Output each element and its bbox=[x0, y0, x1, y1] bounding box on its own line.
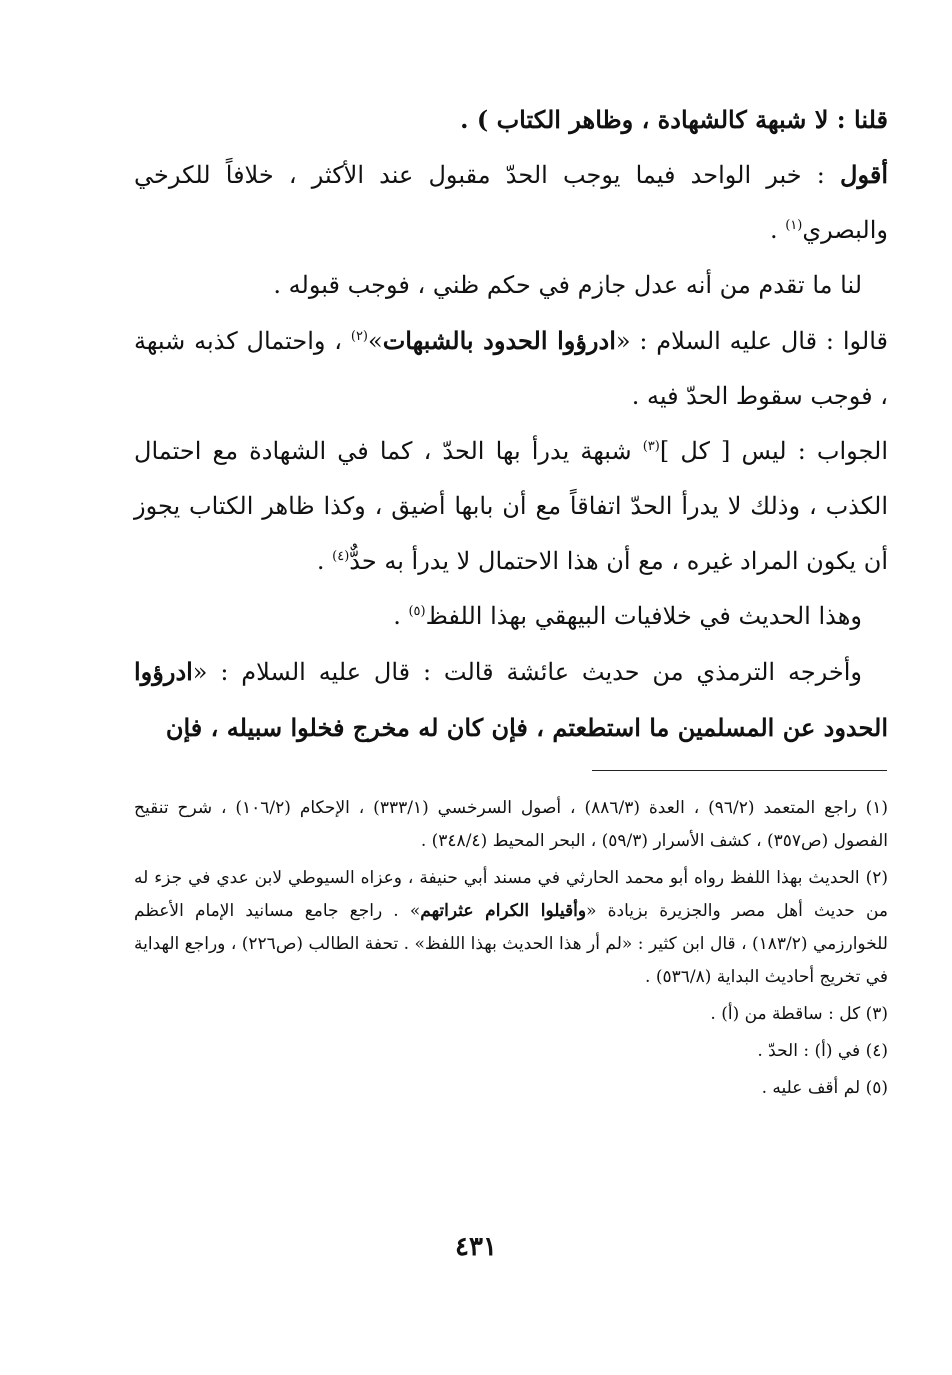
paragraph-3 bbox=[134, 258, 888, 313]
paragraph-2-lead: أقول bbox=[840, 160, 888, 189]
footnote-3 bbox=[134, 998, 888, 1031]
footnote-ref-3[interactable]: (٣) bbox=[642, 439, 660, 454]
paragraph-2 bbox=[134, 147, 888, 258]
footnote-ref-5[interactable]: (٥) bbox=[408, 604, 426, 619]
footnote-2 bbox=[134, 862, 888, 994]
hadith-quote-1: ادرؤوا الحدود بالشبهات bbox=[382, 326, 616, 355]
footnote-ref-2[interactable]: (٢) bbox=[350, 329, 368, 344]
footnotes bbox=[134, 792, 888, 1109]
hadith-quote-2: ادرؤوا الحدود عن المسلمين ما استطعتم ، فإن كان له مخرج فخلوا سبيله ، فإن bbox=[134, 657, 888, 742]
paragraph-3-text: لنا ما تقدم من أنه عدل جازم في حكم ظني ، فوجب قبوله . bbox=[273, 271, 862, 299]
paragraph-5-end: . bbox=[316, 547, 333, 575]
footnote-4 bbox=[134, 1035, 888, 1068]
footnote-5-text: (٥) لم أقف عليه . bbox=[761, 1078, 888, 1098]
paragraph-6-end: . bbox=[393, 602, 409, 630]
paragraph-5-pre: الجواب : ليس [ كل ] bbox=[659, 437, 889, 465]
footnote-5 bbox=[134, 1072, 888, 1105]
footnote-ref-4[interactable]: (٤) bbox=[332, 549, 350, 564]
paragraph-2-end: . bbox=[769, 216, 786, 244]
paragraph-6-text: وهذا الحديث في خلافيات البيهقي بهذا اللفظ bbox=[425, 602, 862, 630]
paragraph-5 bbox=[134, 424, 888, 589]
footnote-1-text: (١) راجع المتعمد (٩٦/٢) ، العدة (٨٨٦/٣) ، أصول السرخسي (٣٣٣/١) ، الإحكام (١٠٦/٢) ، شرح تنقيح الفصول (ص٣٥٧) ، كشف الأسرار (٥٩/٣) ، البحر المحيط (٣٤٨/٤) . bbox=[134, 798, 888, 851]
main-text bbox=[134, 92, 888, 756]
footnote-3-text: (٣) كل : ساقطة من (أ) . bbox=[710, 1004, 888, 1024]
footnote-1 bbox=[134, 792, 888, 858]
paragraph-4-end: ، واحتمال كذبه شبهة ، فوجب سقوط الحدّ فيه . bbox=[134, 327, 888, 410]
paragraph-4-close-quote: » bbox=[368, 327, 383, 355]
paragraph-4 bbox=[134, 313, 888, 424]
paragraph-6 bbox=[134, 589, 888, 644]
paragraph-5-text: شبهة يدرأ بها الحدّ ، كما في الشهادة مع احتمال الكذب ، وذلك لا يدرأ الحدّ اتفاقاً مع أن بابها أضيق ، وكذا ظاهر الكتاب يجوز أن يكون المراد غيره ، مع أن هذا الاحتمال لا يدرأ به حدٌّ bbox=[134, 437, 888, 575]
footnote-2-post: » . راجع جامع مسانيد الإمام الأعظم للخوارزمي (١٨٣/٢) ، قال ابن كثير : «لم أر هذا الحديث بهذا اللفظ» . تحفة الطالب (ص٢٢٦) ، وراجع الهداية في تخريج أحاديث البداية (٥٣٦/٨) . bbox=[134, 901, 888, 987]
footnote-2-quote: وأقيلوا الكرام عثراتهم bbox=[420, 901, 587, 921]
page-number: ٤٣١ bbox=[455, 1232, 497, 1262]
paragraph-2-text: : خبر الواحد فيما يوجب الحدّ مقبول عند الأكثر ، خلافاً للكرخي والبصري bbox=[134, 161, 888, 244]
paragraph-7 bbox=[134, 644, 888, 756]
paragraph-1-text: قلنا : لا شبهة كالشهادة ، وظاهر الكتاب ) . bbox=[460, 105, 888, 134]
footnote-ref-1[interactable]: (١) bbox=[785, 218, 803, 233]
footnote-4-text: (٤) في (أ) : الحدّ . bbox=[757, 1041, 888, 1061]
footnote-2-pre: (٢) الحديث بهذا اللفظ رواه أبو محمد الحارثي في مسند أبي حنيفة ، وعزاه السيوطي لابن عدي في جزء له من حديث أهل مصر والجزيرة بزيادة « bbox=[134, 868, 888, 921]
footnote-separator bbox=[592, 770, 887, 771]
paragraph-4-pre: قالوا : قال عليه السلام : « bbox=[615, 327, 888, 355]
paragraph-7-pre: وأخرجه الترمذي من حديث عائشة قالت : قال عليه السلام : « bbox=[192, 658, 862, 686]
paragraph-1 bbox=[134, 92, 888, 147]
